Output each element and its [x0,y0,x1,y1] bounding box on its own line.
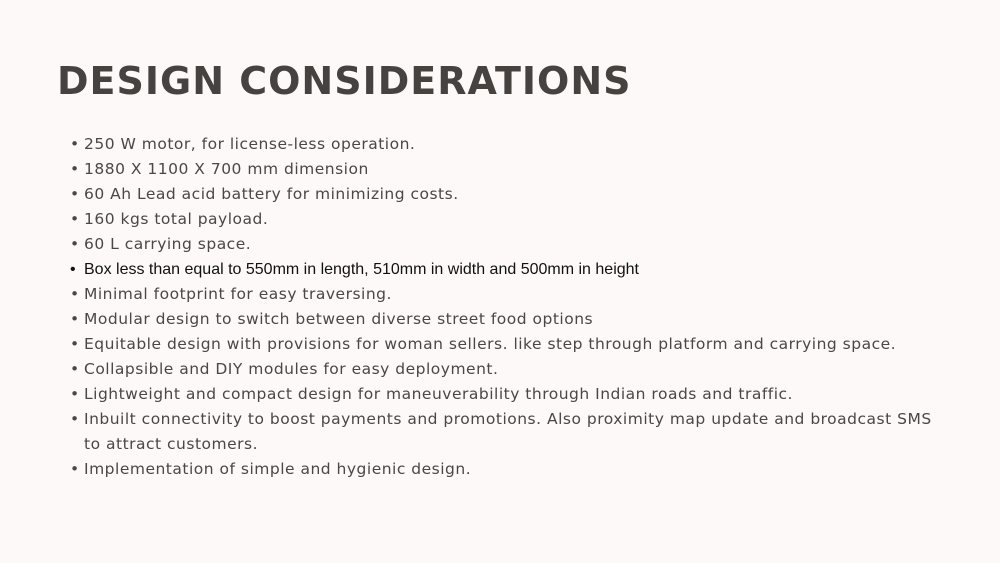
list-item-text: Collapsible and DIY modules for easy deployment. [84,360,499,378]
slide-title: DESIGN CONSIDERATIONS [57,59,632,103]
list-item-text: Lightweight and compact design for maneuverability through Indian roads and traffic. [84,385,793,403]
bullet-icon: • [70,335,80,353]
bullet-icon: • [70,160,80,178]
bullet-icon: • [70,360,80,378]
bullet-icon: • [70,285,80,303]
list-item-text: Inbuilt connectivity to boost payments and promotions. Also proximity map update and broadcast SMS to attract customers. [84,410,932,453]
list-item [70,407,944,457]
list-item-text: Box less than equal to 550mm in length, 510mm in width and 500mm in height [84,261,639,278]
list-item-text: 60 Ah Lead acid battery for minimizing costs. [84,185,459,203]
list-item-text: 250 W motor, for license-less operation. [84,135,416,153]
bullet-icon: • [70,235,80,253]
list-item [70,132,944,157]
bullet-icon: • [70,261,76,278]
list-item [70,182,944,207]
list-item-text: Implementation of simple and hygienic design. [84,460,472,478]
bullet-icon: • [70,385,80,403]
bullet-icon: • [70,460,80,478]
list-item [70,232,944,257]
bullet-icon: • [70,210,80,228]
bullet-icon: • [70,185,80,203]
bullet-icon: • [70,410,80,428]
list-item [70,357,944,382]
list-item [70,207,944,232]
list-item [70,307,944,332]
list-item-text: 1880 X 1100 X 700 mm dimension [84,160,369,178]
list-item [70,257,944,282]
list-item-text: Equitable design with provisions for woman sellers. like step through platform and carrying space. [84,335,897,353]
list-item [70,282,944,307]
list-item [70,457,944,482]
list-item-text: Modular design to switch between diverse street food options [84,310,594,328]
list-item [70,157,944,182]
list-item-text: 60 L carrying space. [84,235,252,253]
list-item [70,382,944,407]
bullet-icon: • [70,310,80,328]
list-item-text: 160 kgs total payload. [84,210,269,228]
list-item [70,332,944,357]
bullet-icon: • [70,135,80,153]
design-considerations-list [70,132,944,482]
list-item-text: Minimal footprint for easy traversing. [84,285,392,303]
